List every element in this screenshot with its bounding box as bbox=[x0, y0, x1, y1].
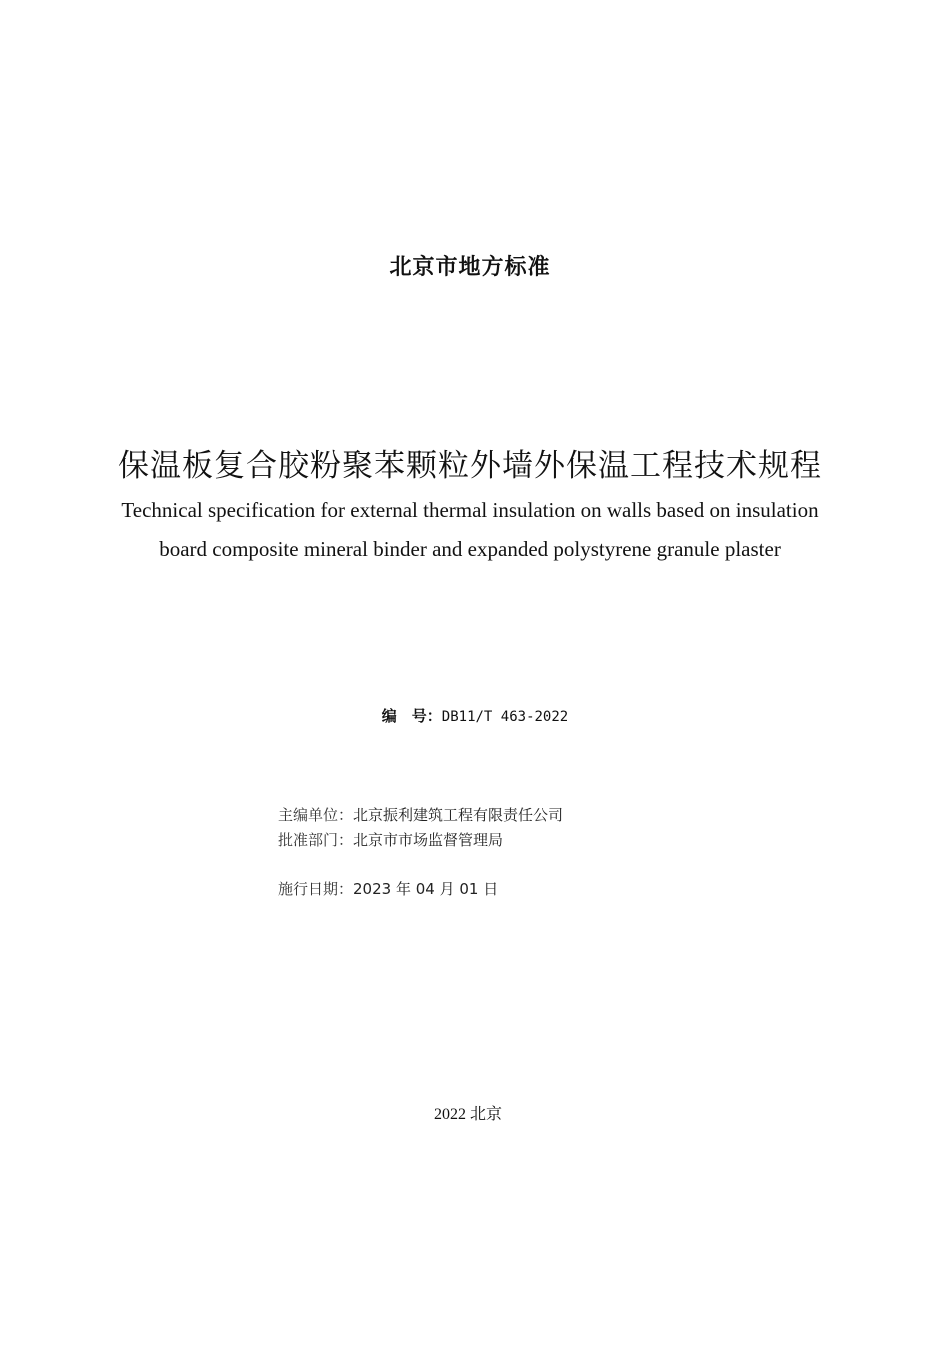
standard-category: 北京市地方标准 bbox=[389, 255, 551, 280]
title-chinese: 保温板复合胶粉聚苯颗粒外墙外保温工程技术规程 bbox=[118, 448, 822, 484]
title-english-line-1: Technical specification for external thermal insulation on walls based on insulation bbox=[121, 498, 819, 522]
title-english-line-2: board composite mineral binder and expanded polystyrene granule plaster bbox=[159, 537, 781, 561]
chief-editor-row bbox=[278, 804, 563, 825]
approval-department-label: 批准部门： bbox=[278, 831, 354, 849]
effective-date-row bbox=[278, 878, 498, 899]
chief-editor-label: 主编单位： bbox=[278, 806, 354, 824]
effective-date-value: 2023 年 04 月 01 日 bbox=[353, 880, 499, 898]
effective-date-label: 施行日期： bbox=[278, 880, 354, 898]
approval-department-value: 北京市市场监督管理局 bbox=[353, 831, 504, 849]
standard-number-label: 编 号： bbox=[381, 707, 442, 725]
standard-number-value: DB11/T 463-2022 bbox=[441, 709, 569, 725]
publication-year-place: 2022 北京 bbox=[433, 1106, 502, 1123]
chief-editor-value: 北京振利建筑工程有限责任公司 bbox=[353, 806, 564, 824]
approval-department-row bbox=[278, 829, 503, 850]
standard-number bbox=[0, 705, 950, 726]
